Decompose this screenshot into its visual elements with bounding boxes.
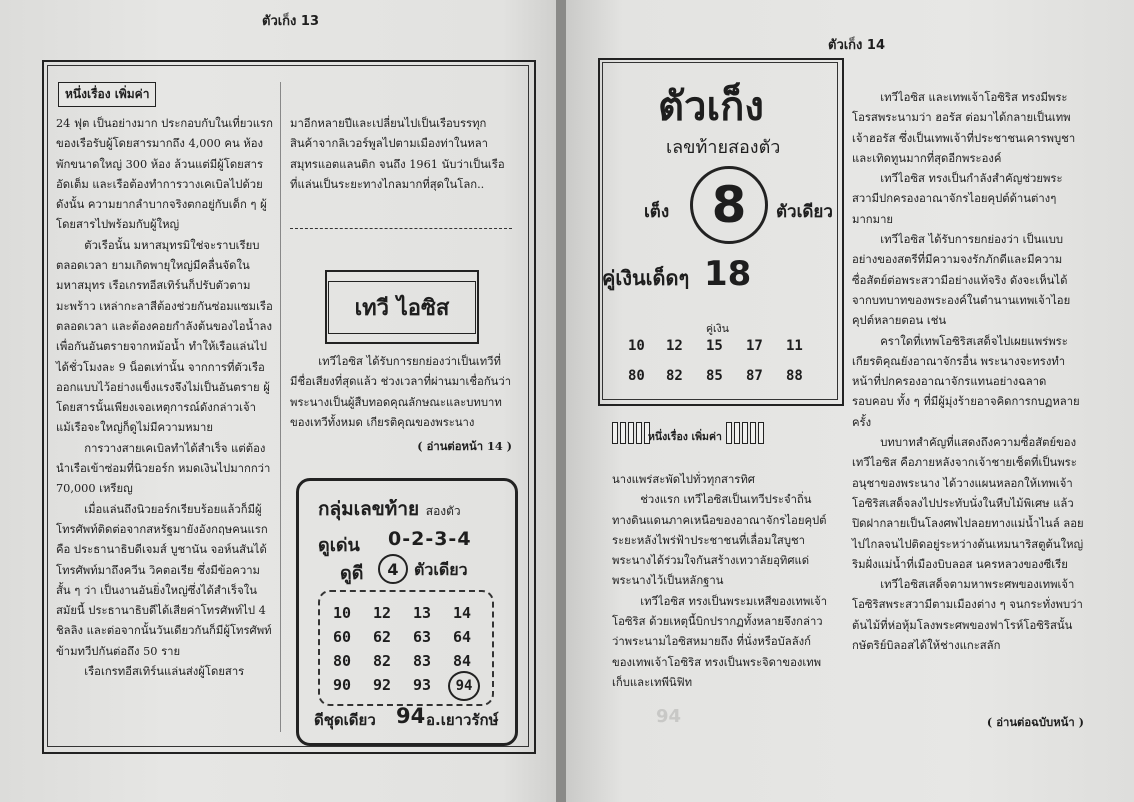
du-di-circle: 4 [378,554,408,584]
grid-number: 62 [373,628,392,646]
grid-number: 13 [413,604,432,622]
pair-value: 18 [704,254,752,294]
pair-number: 88 [786,368,803,384]
grid-number: 60 [333,628,352,646]
lottery-title [318,494,461,524]
grid-number: 90 [333,676,352,694]
grid-number: 92 [373,676,392,694]
paragraph: เมื่อแล่นถึงนิวยอร์กเรียบร้อยแล้วก็มีผู้โทรศัพท์ติดต่อจากสหรัฐมายังอังกฤษคนแรกคือ ประธานาธิบดีเจมส์ บูชานัน จอห์นสันได้โทรศัพท์มาถึงควีน วิคตอเรีย ซึ่งมีข้อความสั้น ๆ ว่า เป็นงานอันยิ่งใหญ่ซึ่งได้สำเร็จในสมัยนี้ ประธานาธิบดีได้เสียค่าโทรศัพท์ไป 4 ชิลลิง และต่อจากนั้นวันเดียวกันก็มีผู้โทรศัพท์ข้ามทวีปกันต่อถึง 50 ราย [56,502,272,658]
paragraph: เรือเกรทอีสเทิร์นแล่นส่งผู้โดยสาร [84,665,245,679]
left-page [0,0,558,802]
tua-diao-label: ตัวเดียว [414,560,468,579]
paragraph: 24 ฟุต เป็นอย่างมาก ประกอบกับในเที่ยวแรกของเรือรับผู้โดยสารมากถึง 4,000 คน ห้องพักขนาดใหญ่ 300 ห้อง ล้วนแต่มีผู้โดยสารอัดเต็ม และเรือต้องทำการวางเคเบิลไปด้วยดังนั้น ความยากลำบากจริงตกอยู่กับเด็ก ๆ ผู้โดยสารไปพร้อมกับผู้ใหญ่ [56,117,273,232]
story-title-box [325,270,479,344]
grid-number: 93 [413,676,432,694]
section-ornament-right [726,422,764,444]
big-title: ตัวเก็ง [658,83,764,130]
left-page-header: ตัวเก็ง 13 [262,14,320,29]
grid-number-circled: 94 [448,671,480,701]
pair-number: 10 [628,338,645,354]
pair-number: 17 [746,338,763,354]
story-title: เทวี ไอซิส [328,281,477,334]
pair-number: 12 [666,338,683,354]
paragraph: เทวีไอซิสเสด็จตามหาพระศพของเทพเจ้าโอซิริสพระสวามีตามเมืองต่าง ๆ จนกระทั่งพบว่าต้นไม้ที่ห่อหุ้มโลงพระศพของฟาโรห์โอซิริสนั้น กษัตริย์บิลอสได้ให้ช่างแกะสลัก [852,578,1083,653]
dashed-divider [290,228,512,229]
paragraph: คราใดที่เทพโอซิริสเสด็จไปเผยแพร่พระเกียรติคุณยังอาณาจักรอื่น พระนางจะทรงทำหน้าที่ปกครองอาณาจักรแทนอย่างฉลาด รอบคอบ ทั้ง ๆ ที่มีผู้มุ่งร้ายอาจคิดการกบฏหลายครั้ง [852,334,1080,429]
right-column-text [852,88,1084,656]
grid-number: 64 [453,628,472,646]
tua-diao-label: ตัวเดียว [776,202,833,222]
paragraph: การวางสายเคเบิลทำได้สำเร็จ แต่ต้องนำเรือเข้าซ่อมที่นิวยอร์ก หมดเงินไปมากกว่า 70,000 เหรียญ [56,441,271,496]
section-label: หนึ่งเรื่อง เพิ่มค่า [58,82,156,107]
pair-number: 11 [786,338,803,354]
right-column-intro: มาอีกหลายปีและเปลี่ยนไปเป็นเรือบรรทุกสินค้าจากลิเวอร์พูลไปตามเมืองท่าในหลาสมุทรแอตแลนติก จนถึง 1961 นับว่าเป็นเรือที่แล่นเป็นระยะทางไกลมากที่สุดในโลก.. [290,117,505,191]
left-column-text [56,114,274,682]
grid-number: 82 [373,652,392,670]
grid-number: 63 [413,628,432,646]
paragraph: เทวีไอซิส ได้รับการยกย่องว่า เป็นแบบอย่างของสตรีที่มีความจงรักภักดีและมีความซื่อสัตย์ต่อพระสวามีอย่างแท้จริง ดังจะเห็นได้จากบทบาทของพระองค์ในตำนานเทพเจ้าไอยคุปต์หลายตอน เช่น [852,233,1071,328]
footer-label: ดีชุดเดียว [314,711,376,729]
paragraph: บทบาทสำคัญที่แสดงถึงความซื่อสัตย์ของเทวีไอซิส คือภายหลังจากเจ้าชายเซ็ตที่เป็นพระอนุชาของพระนาง ได้วางแผนหลอกให้เทพเจ้าโอซิริสเสด็จลงไปประทับนั่งในหีบไม้พิเศษ แล้วปิดฝากลายเป็นโลงศพไปลอยทางแม่น้ำไนล์ ลอยไปไกลจนไปติดอยู่ระหว่างต้นเหมนาริสตูต้นใหญ่ริมฝั่งแม่น้ำที่เมืองบิบลอส นครหลวงของซีเรีย [852,436,1084,571]
paragraph: เทวีไอซิส ทรงเป็นกำลังสำคัญช่วยพระสวามีปกครองอาณาจักรไอยคุปต์ด้านต่างๆมากมาย [852,172,1063,226]
grid-number: 10 [333,604,352,622]
pair-number: 85 [706,368,723,384]
paragraph: ตัวเรือนั้น มหาสมุทรมิใช่จะราบเรียบตลอดเวลา ยามเกิดพายุใหญ่มีคลื่นจัดในมหาสมุทร เรือเกรทอีสเทิร์นก็ปรับตัวตามมะพร้าว เหล่ากะลาสีต้องช่วยกันซ่อมแซมเรือตลอดเวลา และต้องคอยกำลังต้นของไอน้ำลง เพื่อกันอันตรายจากหม้อน้ำ ทำให้เรือแล่นไปได้ชั่วโมงละ 9 น็อตเท่านั้น จากการที่ตัวเรือออกแบบไว้อย่างแข็งแรงจึงไม่เป็นอันตราย ผู้โดยสารนั้นเพียงเจอเหตุการณ์ดังกล่าวเจ้า แม้เรือจะใหญ่ก็ดูไม่มีความหมาย [56,238,273,435]
grid-number: 14 [453,604,472,622]
paragraph: เทวีไอซิส และเทพเจ้าโอซิริส ทรงมีพระโอรสพระนามว่า ฮอรัส ต่อมาได้กลายเป็นเทพเจ้าฮอรัส ซึ่งเป็นเทพเจ้าที่ประชาชนเคารพบูชาและเทิดทูนมากที่สุดอีกพระองค์ [852,91,1076,165]
pair-number: 87 [746,368,763,384]
grid-number: 83 [413,652,432,670]
lottery-title-sub: สองตัว [425,504,461,518]
pair-number: 15 [706,338,723,354]
du-di-label: ดูดี [340,563,364,584]
continue-note: ( อ่านต่อหน้า 14 ) [417,439,512,453]
footer-value: 94 [396,704,426,728]
right-page [566,0,1134,802]
section-label: หนึ่งเรื่อง เพิ่มค่า [648,431,722,443]
faint-bleed-number: 94 [656,706,682,727]
right-page-header: ตัวเก็ง 14 [828,38,886,53]
column-divider [280,82,281,732]
keng-label: เต็ง [644,202,670,222]
keng-circle: 8 [690,166,768,244]
grid-number: 84 [453,652,472,670]
pair-number: 82 [666,368,683,384]
subtitle: เลขท้ายสองตัว [666,137,781,158]
pair-label: คู่เงินเด็ดๆ [602,266,690,290]
pair-small-label: คู่เงิน [706,323,729,335]
story-paragraph: เทวีไอซิส ได้รับการยกย่องว่าเป็นเทวีที่มีชื่อเสียงที่สุดแล้ว ช่วงเวลาที่ผ่านมาเชื่อกันว่าพระนางเป็นผู้สืบทอดคุณลักษณะและบทบาทของเทวีทั้งหมด เกียรติคุณของพระนาง [290,355,512,429]
continue-note: ( อ่านต่อฉบับหน้า ) [986,715,1084,729]
lottery-title-main: กลุ่มเลขท้าย [318,498,420,520]
left-column-text [612,470,830,693]
paragraph: ช่วงแรก เทวีไอซิสเป็นเทวีประจำถิ่นทางดินแดนภาคเหนือของอาณาจักรไอยคุปต์ ระยะหลังไพร่ฟ้าประชาชนที่เลื่อมใสบูชาพระนางได้ร่วมใจกันสร้างเทวาลัยอุทิศแด่พระนางไว้เป็นหลักฐาน [612,493,827,588]
grid-number: 80 [333,652,352,670]
paragraph: เทวีไอซิส ทรงเป็นพระมเหสีของเทพเจ้าโอซิริส ด้วยเหตุนี้บิกปรากฏทั้งหลายจึงกล่าวว่าพระนามไอซิสหมายถึง ที่นั่งหรือบัลลังก์ของเทพเจ้าโอซิริส ทรงเป็นพระจิดาของเทพเก็บและเทพีนิฟิท [612,594,828,689]
du-den-value: 0-2-3-4 [388,528,472,550]
du-den-label: ดูเด่น [318,535,360,556]
grid-number: 12 [373,604,392,622]
section-ornament-left [612,422,650,444]
author: อ.เยาวรักษ์ [426,711,499,729]
paragraph: นางแพร่สะพัดไปทั่วทุกสารทิศ [612,473,755,486]
pair-number: 80 [628,368,645,384]
